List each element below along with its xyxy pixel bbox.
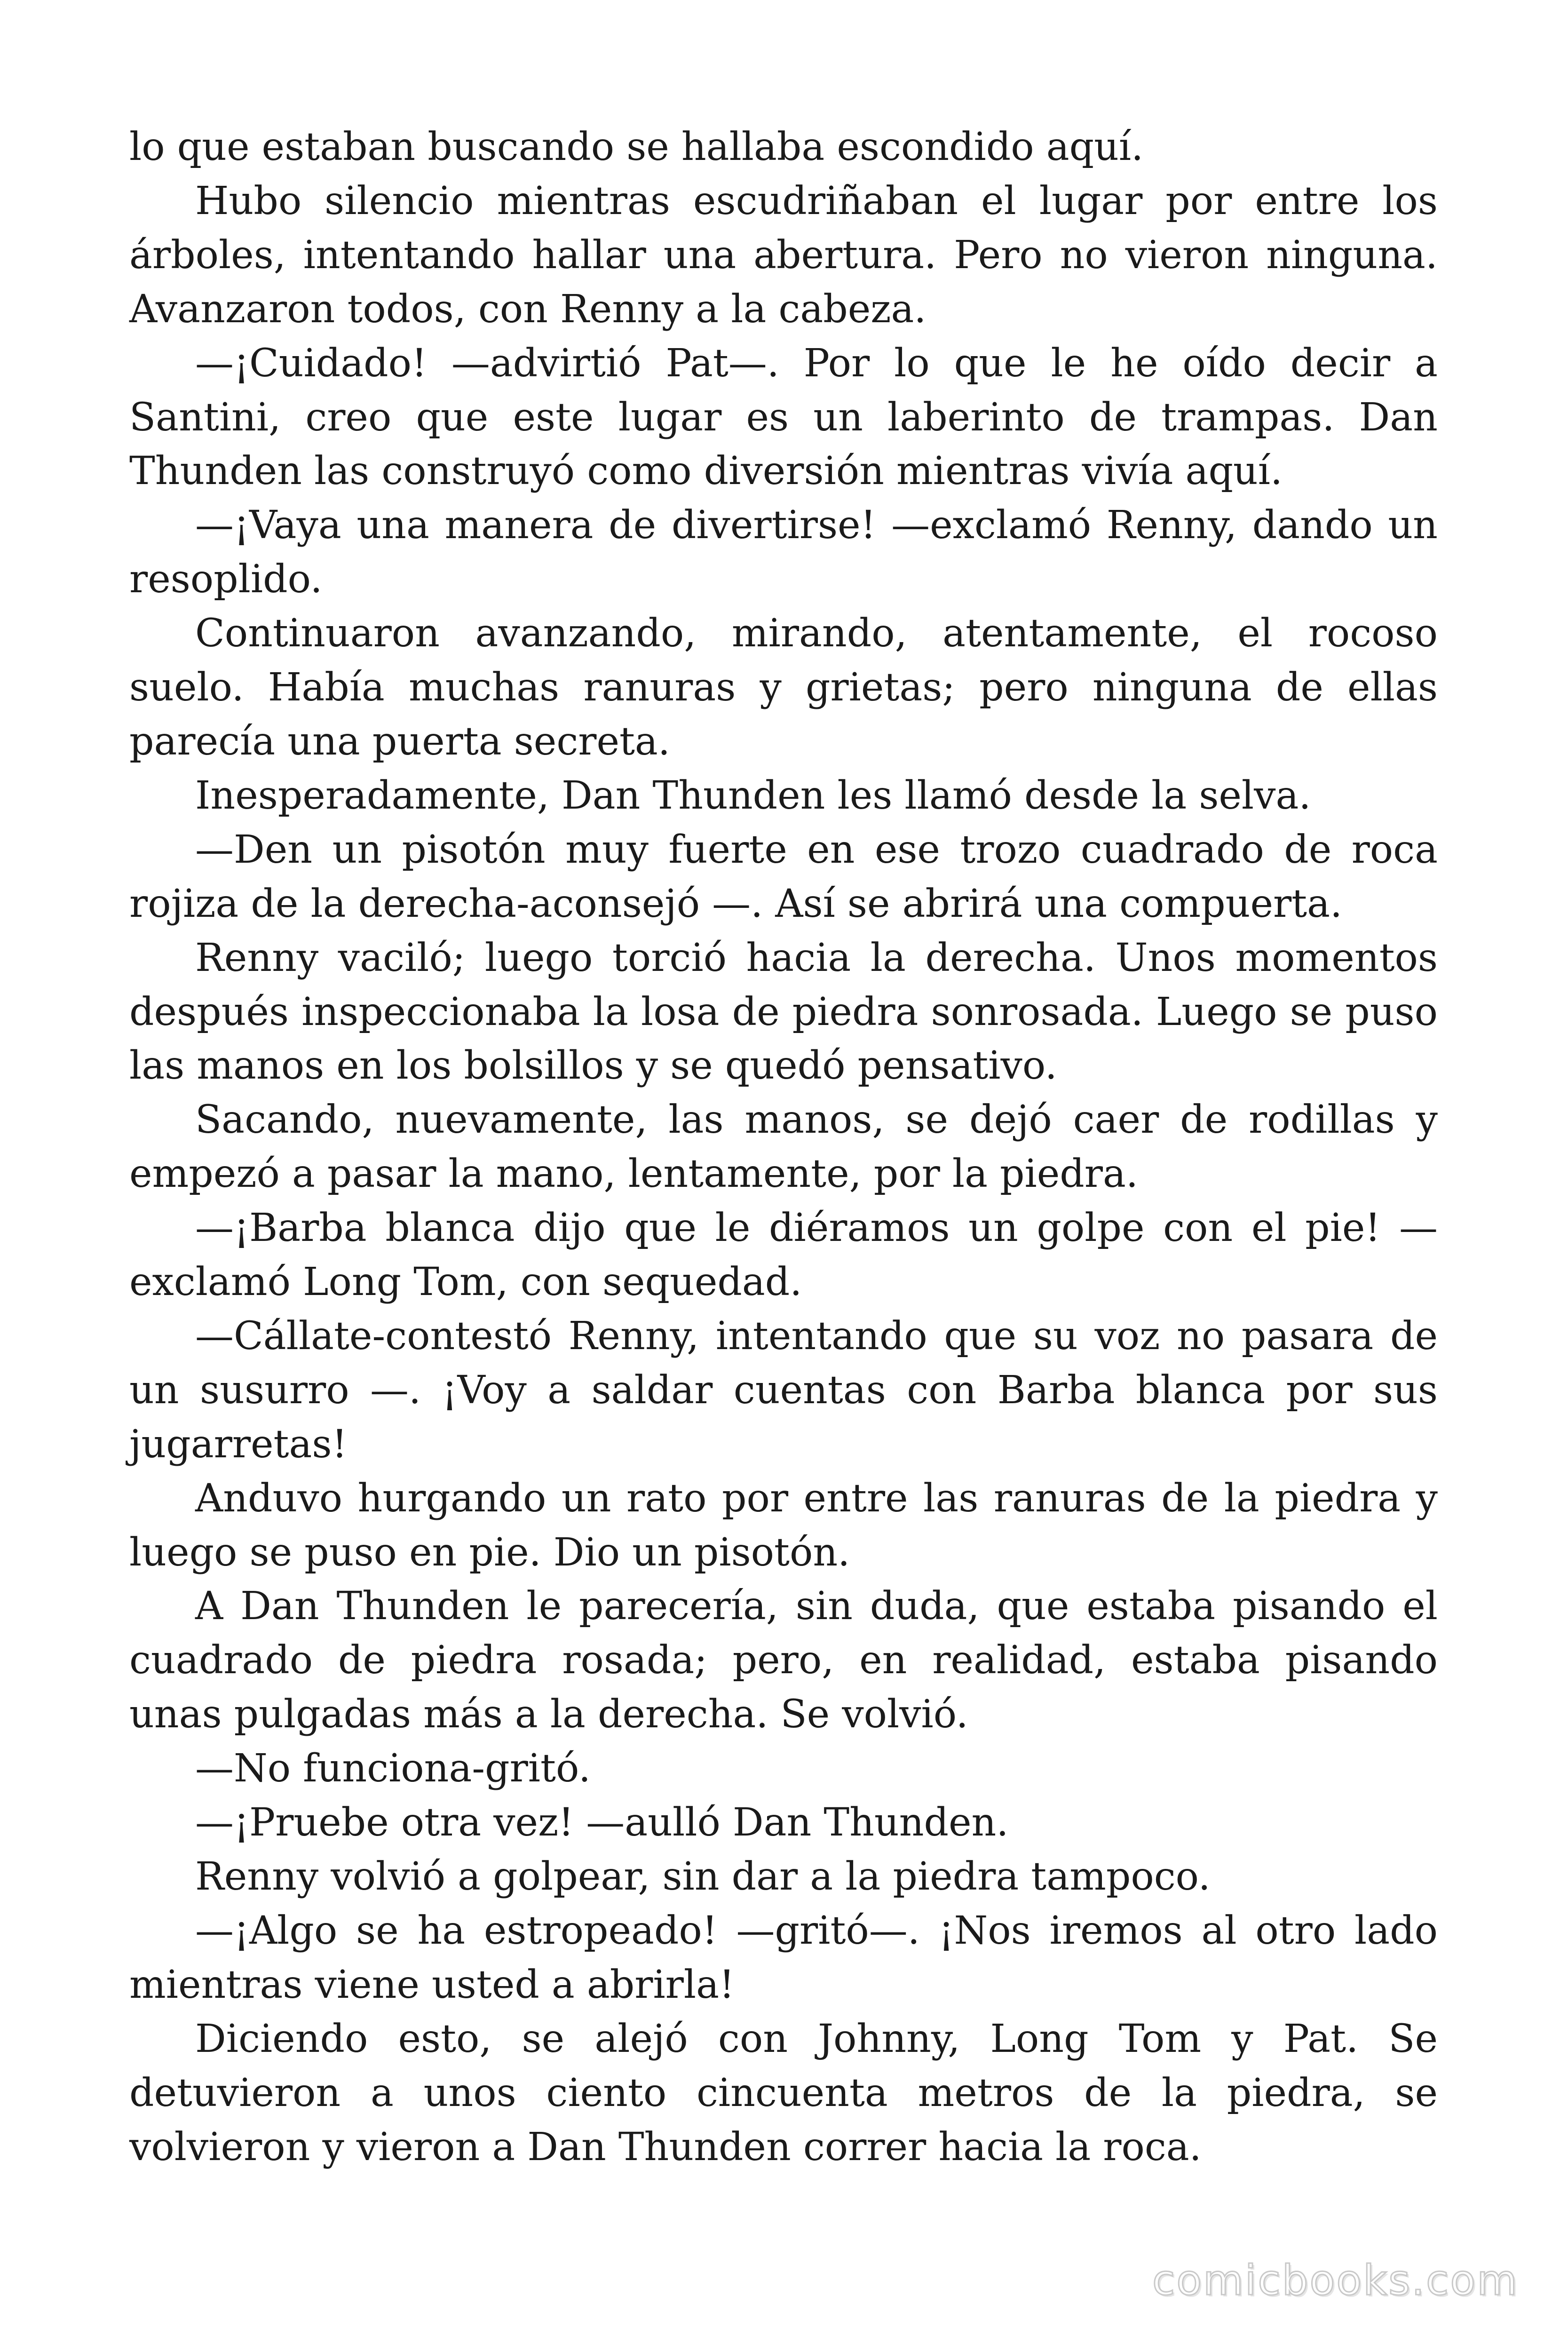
- paragraph-8: Renny vaciló; luego torció hacia la derecha. Unos momentos después inspeccionaba la losa de piedra sonrosada. Luego se puso las manos en los bolsillos y se quedó pensativo.: [129, 935, 1438, 1089]
- paragraph-15: —¡Pruebe otra vez! —aulló Dan Thunden.: [195, 1800, 1009, 1845]
- paragraph-14: —No funciona-gritó.: [195, 1746, 591, 1791]
- paragraph-12: Anduvo hurgando un rato por entre las ranuras de la piedra y luego se puso en pie. Dio un pisotón.: [129, 1476, 1438, 1575]
- paragraph-1: lo que estaban buscando se hallaba escondido aquí.: [129, 125, 1144, 169]
- paragraph-17: —¡Algo se ha estropeado! —gritó—. ¡Nos iremos al otro lado mientras viene usted a abrirla!: [129, 1908, 1438, 2007]
- page-body: [129, 120, 1438, 2174]
- paragraph-5: Continuaron avanzando, mirando, atentamente, el rocoso suelo. Había muchas ranuras y grietas; pero ninguna de ellas parecía una puerta secreta.: [129, 611, 1438, 764]
- paragraph-3: —¡Cuidado! —advirtió Pat—. Por lo que le he oído decir a Santini, creo que este lugar es un laberinto de trampas. Dan Thunden las construyó como diversión mientras vivía aquí.: [129, 341, 1438, 494]
- paragraph-16: Renny volvió a golpear, sin dar a la piedra tampoco.: [195, 1854, 1211, 1899]
- paragraph-6: Inesperadamente, Dan Thunden les llamó desde la selva.: [195, 773, 1311, 818]
- paragraph-2: Hubo silencio mientras escudriñaban el lugar por entre los árboles, intentando hallar una abertura. Pero no vieron ninguna. Avanzaron todos, con Renny a la cabeza.: [129, 178, 1438, 332]
- paragraph-18: Diciendo esto, se alejó con Johnny, Long Tom y Pat. Se detuvieron a unos ciento cincuenta metros de la piedra, se volvieron y vieron a Dan Thunden correr hacia la roca.: [129, 2016, 1438, 2169]
- paragraph-9: Sacando, nuevamente, las manos, se dejó caer de rodillas y empezó a pasar la mano, lentamente, por la piedra.: [129, 1097, 1438, 1197]
- paragraph-11: —Cállate-contestó Renny, intentando que su voz no pasara de un susurro —. ¡Voy a saldar cuentas con Barba blanca por sus jugarretas!: [129, 1313, 1438, 1467]
- paragraph-4: —¡Vaya una manera de divertirse! —exclamó Renny, dando un resoplido.: [129, 503, 1438, 602]
- watermark-logo: comicbooks.com: [1152, 2256, 1519, 2304]
- paragraph-13: A Dan Thunden le parecería, sin duda, que estaba pisando el cuadrado de piedra rosada; pero, en realidad, estaba pisando unas pulgadas más a la derecha. Se volvió.: [129, 1584, 1438, 1737]
- paragraph-10: —¡Barba blanca dijo que le diéramos un golpe con el pie! — exclamó Long Tom, con sequedad.: [129, 1206, 1438, 1305]
- paragraph-7: —Den un pisotón muy fuerte en ese trozo cuadrado de roca rojiza de la derecha-aconsejó —. Así se abrirá una compuerta.: [129, 827, 1438, 926]
